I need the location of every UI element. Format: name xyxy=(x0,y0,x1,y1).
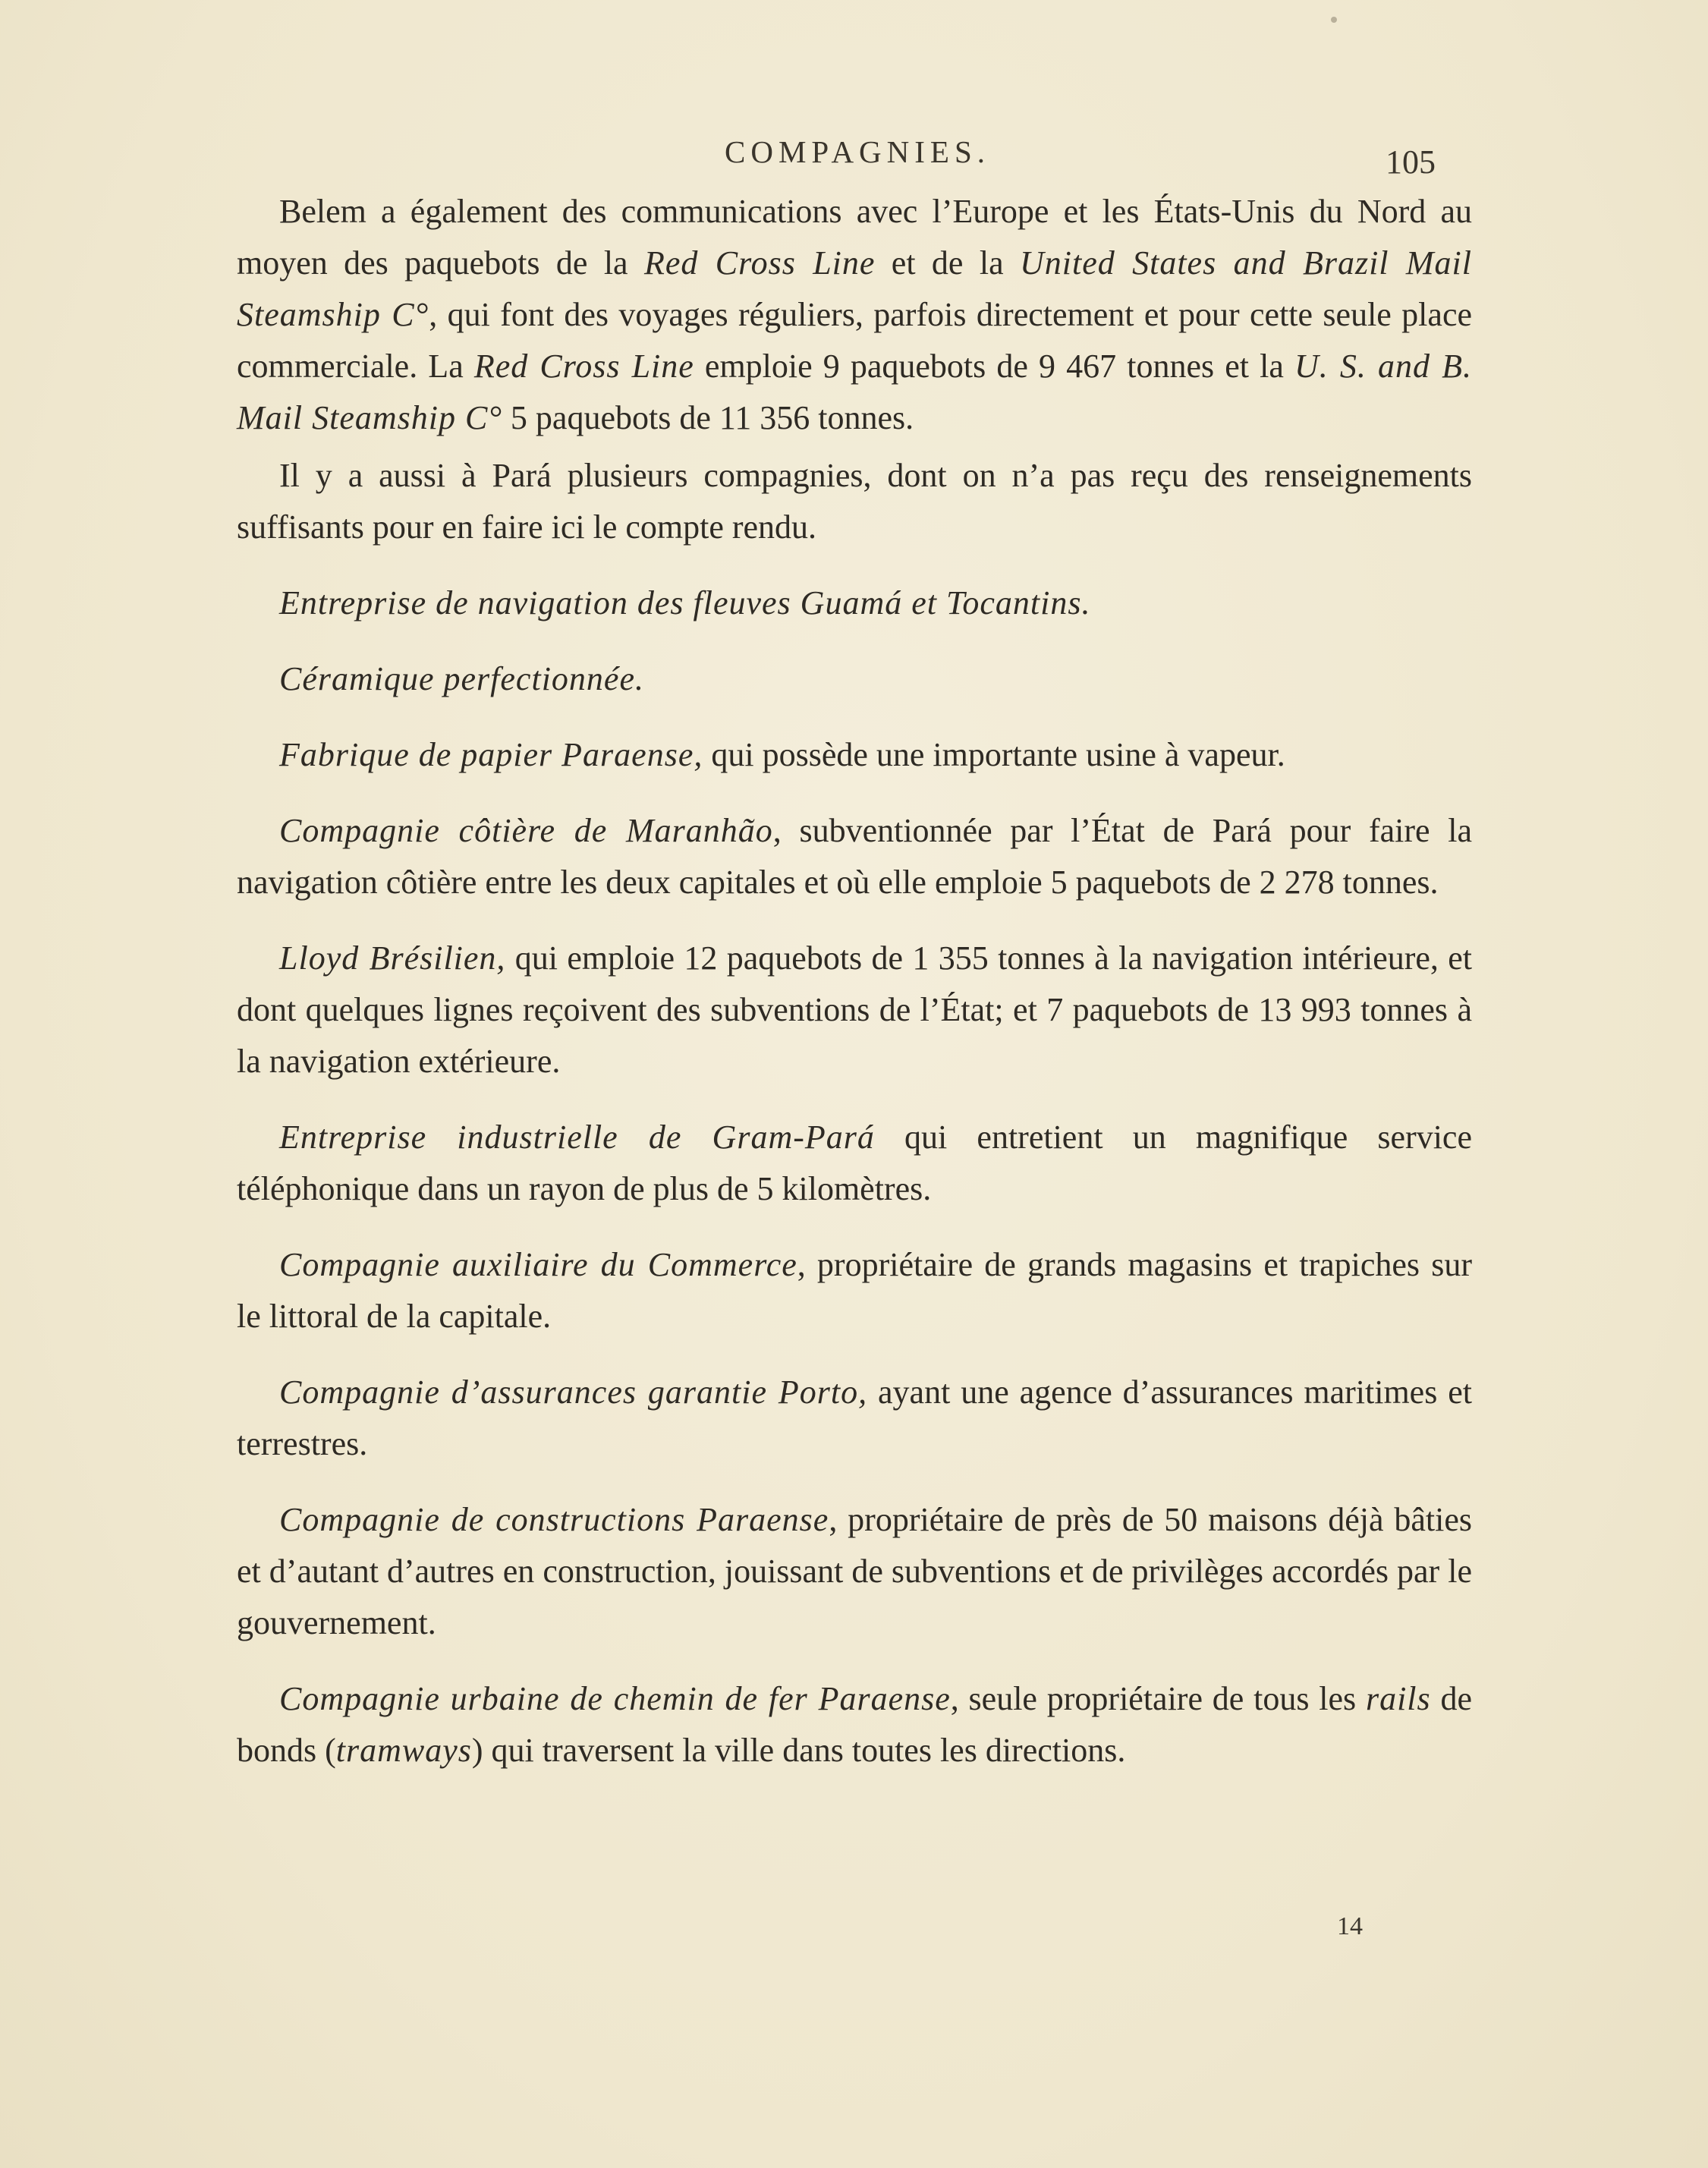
text-run: de bonds ( xyxy=(237,1680,1472,1769)
text-run: Il y a aussi à Pará plusieurs compagnies, dont on n’a pas reçu des renseignements suffisants pour en faire ici le compte rendu. xyxy=(237,457,1472,546)
paragraph xyxy=(237,1112,1472,1215)
page-header xyxy=(0,127,1708,181)
italic-text: Compagnie auxiliaire du Commerce xyxy=(279,1246,797,1283)
paragraph xyxy=(237,577,1472,629)
text-run: qui possède une importante usine à vapeur. xyxy=(703,736,1285,773)
italic-text: Entreprise industrielle de Gram-Pará xyxy=(279,1119,875,1156)
italic-text: Compagnie de constructions Paraense xyxy=(279,1501,829,1538)
paragraph xyxy=(237,1673,1472,1776)
italic-text: U. S. and B. Mail Steamship C° xyxy=(237,348,1472,436)
italic-text: United States and Brazil Mail Steamship C° xyxy=(237,244,1472,333)
text-run: , propriétaire de près de 50 maisons déjà bâties et d’autant d’autres en construction, jouissant de subventions et de privilèges accordés par le gouvernement. xyxy=(237,1501,1472,1641)
text-run: emploie 9 paquebots de 9 467 tonnes et la xyxy=(694,348,1294,385)
text-run: , propriétaire de grands magasins et trapiches sur le littoral de la capitale. xyxy=(237,1246,1472,1335)
paragraph xyxy=(237,653,1472,705)
text-body xyxy=(237,186,1472,1776)
italic-text: Entreprise de navigation des fleuves Guamá et Tocantins. xyxy=(279,584,1091,621)
text-run: ) qui traversent la ville dans toutes les directions. xyxy=(471,1732,1126,1769)
italic-text: Compagnie d’assurances garantie Porto, xyxy=(279,1373,868,1411)
paragraph xyxy=(237,186,1472,444)
italic-text: Céramique perfectionnée. xyxy=(279,660,644,697)
italic-text: Lloyd Brésilien, xyxy=(279,939,506,977)
text-run: , seule propriétaire de tous les xyxy=(950,1680,1366,1717)
text-run: qui emploie 12 paquebots de 1 355 tonnes à la navigation intérieure, et dont quelques lignes reçoivent des subventions de l’État; et 7 paquebots de 13 993 tonnes à la navigation extérieure. xyxy=(237,939,1472,1080)
italic-text: Compagnie côtière de Maranhão xyxy=(279,812,773,849)
italic-text: Red Cross Line xyxy=(643,244,876,282)
page-number: 105 xyxy=(1386,143,1436,181)
text-run: , qui font des voyages réguliers, parfois directement et pour cette seule place commerciale. La xyxy=(237,296,1472,385)
italic-text: rails xyxy=(1365,1680,1431,1717)
italic-text: tramways xyxy=(335,1732,472,1769)
text-run: Belem a également des communications avec l’Europe et les États-Unis du Nord au moyen des paquebots de la xyxy=(237,193,1472,282)
paragraph xyxy=(237,729,1472,781)
text-run: qui entretient un magnifique service téléphonique dans un rayon de plus de 5 kilomètres. xyxy=(237,1119,1472,1207)
text-run: , subventionnée par l’État de Pará pour faire la navigation côtière entre les deux capitales et où elle emploie 5 paquebots de 2 278 tonnes. xyxy=(237,812,1472,901)
italic-text: Compagnie urbaine de chemin de fer Paraense xyxy=(279,1680,951,1717)
text-run: et de la xyxy=(875,244,1020,282)
paragraph xyxy=(237,1367,1472,1470)
italic-text: Red Cross Line xyxy=(473,348,694,385)
paragraph xyxy=(237,1494,1472,1649)
paragraph xyxy=(237,805,1472,908)
paragraph xyxy=(237,933,1472,1087)
paper-speck xyxy=(1331,17,1337,23)
signature-mark: 14 xyxy=(1337,1912,1363,1940)
paragraph xyxy=(237,1239,1472,1342)
italic-text: Fabrique de papier Paraense, xyxy=(279,736,703,773)
text-run: 5 paquebots de 11 356 tonnes. xyxy=(502,399,914,436)
paragraph xyxy=(237,450,1472,553)
running-head: COMPAGNIES. xyxy=(725,134,991,169)
text-run: ayant une agence d’assurances maritimes et terrestres. xyxy=(237,1373,1472,1462)
